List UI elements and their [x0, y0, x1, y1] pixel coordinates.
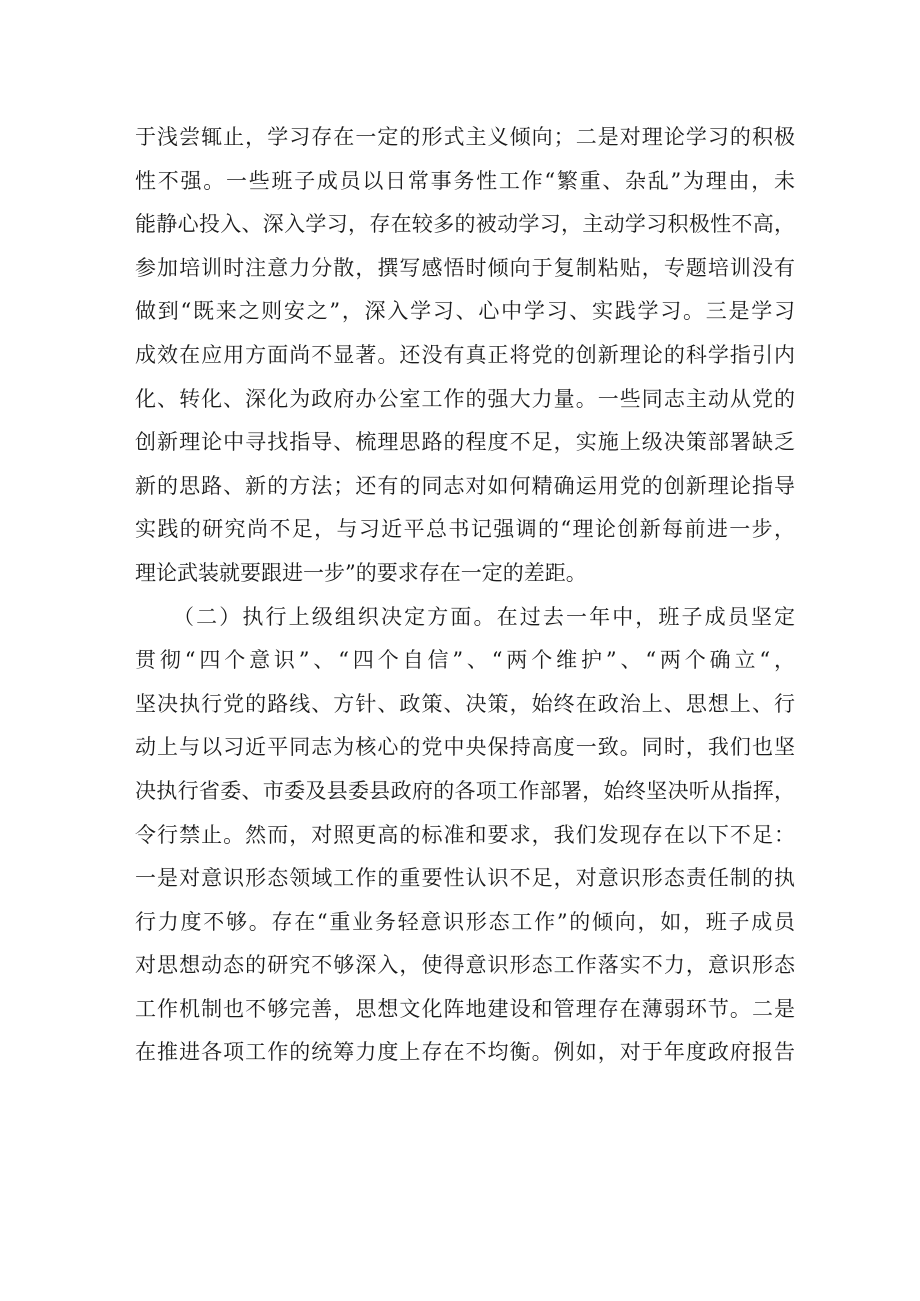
text-line: 动上与以习近平同志为核心的党中央保持高度一致。同时，我们也坚: [135, 735, 795, 760]
section-heading-line: （二）执行上级组织决定方面。在过去一年中，班子成员坚定: [173, 604, 795, 629]
text-line: 参加培训时注意力分散，撰写感悟时倾向于复制粘贴，专题培训没有: [135, 255, 795, 280]
text-line: 在推进各项工作的统筹力度上存在不均衡。例如，对于年度政府报告: [135, 1040, 795, 1065]
text-line: 新的思路、新的方法；还有的同志对如何精确运用党的创新理论指导: [135, 473, 795, 498]
text-line: 能静心投入、深入学习，存在较多的被动学习，主动学习积极性不高，: [135, 212, 795, 237]
text-line: 对思想动态的研究不够深入，使得意识形态工作落实不力，意识形态: [135, 953, 795, 978]
text-line: 令行禁止。然而，对照更高的标准和要求，我们发现存在以下不足：: [135, 822, 795, 847]
body-text: [135, 116, 795, 1075]
paragraph-end-line: 理论武装就要跟进一步”的要求存在一定的差距。: [135, 560, 587, 585]
text-line: 一是对意识形态领域工作的重要性认识不足，对意识形态责任制的执: [135, 866, 795, 891]
text-line: 行力度不够。存在“重业务轻意识形态工作”的倾向，如，班子成员: [135, 909, 795, 934]
text-line: 贯彻“四个意识”、“四个自信”、“两个维护”、“两个确立“，: [135, 648, 795, 673]
text-line: 成效在应用方面尚不显著。还没有真正将党的创新理论的科学指引内: [135, 342, 795, 367]
text-line: 坚决执行党的路线、方针、政策、决策，始终在政治上、思想上、行: [135, 691, 795, 716]
text-line: 决执行省委、市委及县委县政府的各项工作部署，始终坚决听从指挥，: [135, 778, 795, 803]
text-line: 工作机制也不够完善，思想文化阵地建设和管理存在薄弱环节。二是: [135, 996, 795, 1021]
text-line: 做到“既来之则安之”，深入学习、心中学习、实践学习。三是学习: [135, 299, 795, 324]
text-line: 于浅尝辄止，学习存在一定的形式主义倾向；二是对理论学习的积极: [135, 125, 795, 149]
text-line: 性不强。一些班子成员以日常事务性工作“繁重、杂乱”为理由，未: [135, 168, 795, 193]
text-line: 实践的研究尚不足，与习近平总书记强调的“理论创新每前进一步，: [135, 517, 795, 542]
text-line: 化、转化、深化为政府办公室工作的强大力量。一些同志主动从党的: [135, 386, 795, 411]
text-line: 创新理论中寻找指导、梳理思路的程度不足，实施上级决策部署缺乏: [135, 430, 795, 455]
